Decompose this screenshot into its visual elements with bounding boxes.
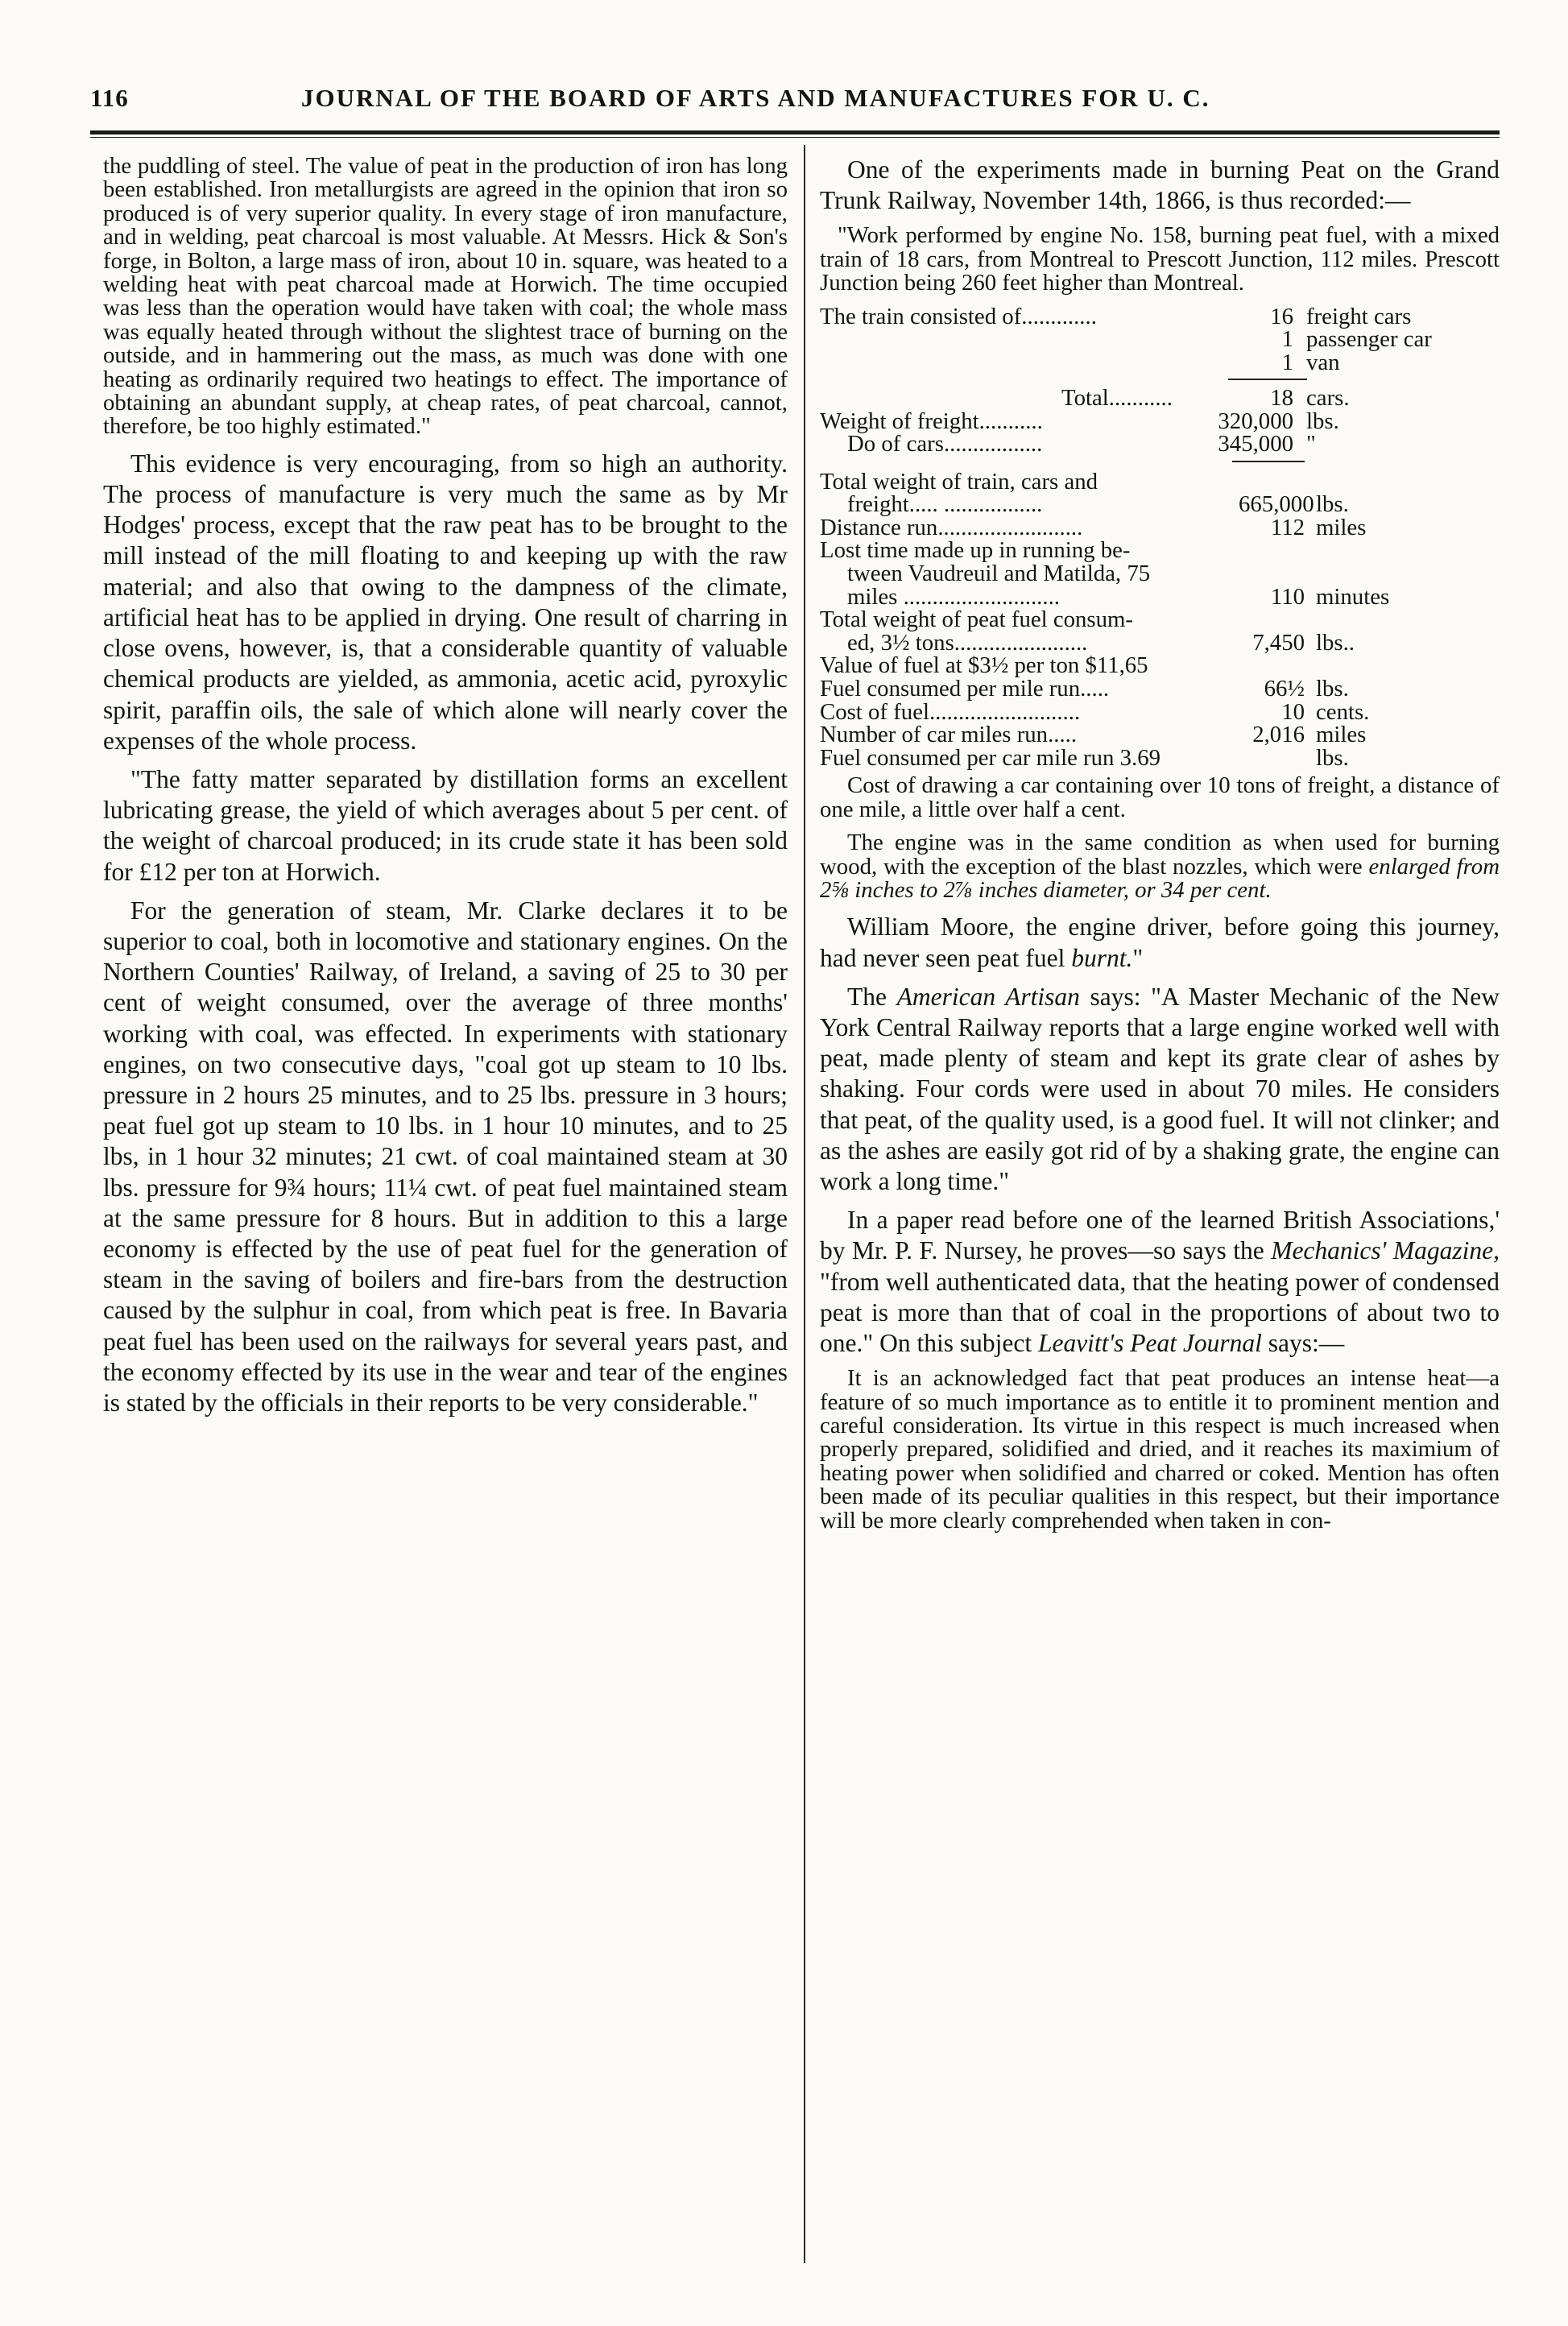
stat-unit: miles xyxy=(1316,722,1367,748)
stat-unit: lbs.. xyxy=(1316,629,1355,656)
stat-label: Number of car miles run..... xyxy=(820,722,1078,748)
stat-row xyxy=(820,677,1500,701)
weight-label: Do of cars................. xyxy=(847,431,1043,457)
weight-unit: lbs. xyxy=(1306,408,1339,434)
left-paragraph-4: For the generation of steam, Mr. Clarke declares it to be superior to coal, both in locomotive and stationary engines. On the Northern Counties' Railway, of Ireland, a saving of 25 to 30 per cent of weight consumed, over the average of three months' working with coal, was effected. In experiments with stationary engines, on two consecutive days, "coal got up steam to 10 lbs. pressure in 2 hours 25 minutes, and to 25 lbs. pressure in 3 hours; peat fuel got up steam to 10 lbs. in 1 hour 10 minutes, and to 25 lbs, in 1 hour 32 minutes; 21 cwt. of coal maintained steam at 30 lbs. pressure for 9¾ hours; 11¼ cwt. of peat fuel maintained steam at the same pressure for 8 hours. But in addition to this a large economy is effected by the use of peat fuel for the generation of steam in the saving of boilers and fire-bars from the destruction caused by the sulphur in coal, from which peat is free. In Bavaria peat fuel has been used on the railways for several years past, and the economy effected by its use in the wear and tear of the engines is stated by the officials in their reports to be very considerable." xyxy=(103,896,788,1417)
stat-label: tween Vaudreuil and Matilda, 75 xyxy=(847,561,1151,586)
p5-text: William Moore, the engine driver, before going this journey, had never seen peat fuel xyxy=(820,913,1500,972)
right-paragraph-1: One of the experiments made in burning Peat on the Grand Trunk Railway, November 14th, 1866, is thus recorded:— xyxy=(820,155,1500,215)
p7-text-a: In a paper read before one of the learned British Associations,' by Mr. P. F. Nursey, he proves—so says the xyxy=(820,1206,1500,1265)
p7-italic-b: Leavitt's Peat Journal xyxy=(1037,1329,1262,1358)
stat-label: Lost time made up in running be- xyxy=(820,537,1131,564)
stat-value: 110 xyxy=(1270,583,1305,610)
right-paragraph-8: It is an acknowledged fact that peat produces an intense heat—a feature of so much importance as to entitle it to prominent mention and careful consideration. Its virtue in this respect is much increased when properly prepared, solidified and dried, and it reaches its maximium of heating power when solidified and charred or coked. Mention has often been made of its peculiar qualities in this respect, but their importance will be more clearly comprehended when taken in con- xyxy=(820,1365,1500,1533)
stat-row xyxy=(820,654,1500,677)
stat-row xyxy=(820,631,1500,655)
header-rule-thick xyxy=(90,130,1500,135)
stat-label: Fuel consumed per mile run..... xyxy=(820,675,1110,702)
left-paragraph-1: the puddling of steel. The value of peat in the production of iron has long been established. Iron metallurgists are agreed in the opinion that iron so produced is of very superior quality. In every stage of iron manufacture, and in welding, peat charcoal is most valuable. At Messrs. Hick & Son's forge, in Bolton, a large mass of iron, about 10 in. square, was heated to a welding heat with peat charcoal made at Horwich. The time occupied was less than the operation would have taken with coal; the whole mass was equally heated through without the slightest trace of burning on the outside, and in hammering out the mass, as much was done with one heating as ordinarily required two heatings to effect. The importance of obtaining an abundant supply, at cheap rates, of peat charcoal, cannot, therefore, be too highly estimated." xyxy=(103,153,788,440)
stat-unit: lbs. xyxy=(1316,675,1349,702)
weight-value: 320,000 xyxy=(1218,408,1293,434)
train-composition xyxy=(820,305,1500,467)
stat-row xyxy=(820,493,1500,516)
train-count: 16 xyxy=(1270,303,1293,329)
stat-row xyxy=(820,539,1500,562)
stat-row xyxy=(820,516,1500,540)
weight-unit: " xyxy=(1306,431,1316,457)
stat-label: Value of fuel at $3½ per ton $11,65 xyxy=(820,652,1148,679)
left-paragraph-2: This evidence is very encouraging, from so high an authority. The process of manufacture is very much the same as by Mr Hodges' process, except that the raw peat has to be brought to the mill instead of the mill floating to and keeping up with the raw material; and also that owing to the dampness of the climate, artificial heat has to be applied in drying. One result of charring in close ovens, however, is, that a considerable quantity of valuable chemical products are yielded, as ammonia, acetic acid, pyroxylic spirit, paraffin oils, the sale of which alone will nearly cover the expenses of the whole process. xyxy=(103,449,788,755)
stat-value: 112 xyxy=(1270,514,1305,540)
stat-unit: miles xyxy=(1316,514,1367,540)
weight-row xyxy=(820,433,1500,456)
right-paragraph-4 xyxy=(820,831,1500,902)
right-paragraph-7 xyxy=(820,1205,1500,1359)
p5-italic: burnt. xyxy=(1071,943,1133,972)
stat-unit: lbs. xyxy=(1316,744,1349,771)
weight-value: 345,000 xyxy=(1218,431,1293,457)
page-header xyxy=(90,84,1491,124)
stat-label: Distance run......................... xyxy=(820,514,1083,540)
train-row xyxy=(820,305,1500,329)
stat-label: Total weight of peat fuel consum- xyxy=(820,606,1134,633)
train-unit: van xyxy=(1306,349,1340,375)
stat-value: 2,016 xyxy=(1252,722,1305,748)
stat-label: Total weight of train, cars and xyxy=(820,468,1098,495)
p4-italic: enlarged from 2⅝ inches to 2⅞ inches diameter, or 34 per cent. xyxy=(820,853,1500,903)
column-divider xyxy=(804,145,805,2263)
stat-unit: cents. xyxy=(1316,698,1370,725)
stat-value: 665,000 xyxy=(1239,491,1314,518)
stat-row xyxy=(820,723,1500,747)
page-number: 116 xyxy=(90,84,129,112)
p4-text: The engine was in the same condition as when used for burning wood, with the exception of the blast nozzles, which were xyxy=(820,830,1500,879)
right-paragraph-3: Cost of drawing a car containing over 10 tons of freight, a distance of one mile, a little over half a cent. xyxy=(820,772,1500,822)
stat-label: freight..... ................. xyxy=(847,491,1043,518)
run-statistics xyxy=(820,470,1500,770)
train-label: The train consisted of............. xyxy=(820,303,1097,329)
train-row xyxy=(820,328,1500,351)
stat-value: 10 xyxy=(1281,698,1305,725)
p6-italic: American Artisan xyxy=(896,982,1080,1011)
p7-text-b: "from well authenticated data, that the heating power of condensed peat is more than that of coal in the proportions of about two to one." On this subject xyxy=(820,1267,1500,1358)
stat-unit: lbs. xyxy=(1316,491,1349,518)
p6-text-b: says: "A Master Mechanic of the New York Central Railway reports that a large engine worked well with peat, made plenty of steam and kept its grate clear of ashes by shaking. Four cords were used in about 70 miles. He considers that peat, of the quality used, is a good fuel. It will not clinker; and as the ashes are easily got rid of by a shaking grate, the engine can work a long time." xyxy=(820,982,1500,1195)
stat-label: miles ........................... xyxy=(847,583,1060,610)
train-total-unit: cars. xyxy=(1306,385,1350,412)
train-count: 1 xyxy=(1281,326,1293,353)
p7-italic-a: Mechanics' Magazine, xyxy=(1271,1236,1500,1265)
stat-label: Fuel consumed per car mile run 3.69 xyxy=(820,744,1161,771)
left-paragraph-3: "The fatty matter separated by distillation forms an excellent lubricating grease, the yield of which averages about 5 per cent. of the weight of charcoal produced; in its crude state it has been sold for £12 per ton at Horwich. xyxy=(103,764,788,886)
train-total-count: 18 xyxy=(1270,385,1293,412)
train-count: 1 xyxy=(1281,349,1293,375)
stat-unit: minutes xyxy=(1316,583,1390,610)
stat-value: 7,450 xyxy=(1252,629,1305,656)
right-paragraph-6 xyxy=(820,982,1500,1197)
stat-value: 66½ xyxy=(1264,675,1305,702)
p7-text-c: says:— xyxy=(1261,1329,1345,1358)
stat-label: Cost of fuel.......................... xyxy=(820,698,1081,725)
stat-label: ed, 3½ tons....................... xyxy=(847,629,1088,656)
train-total-label: Total........... xyxy=(1061,385,1173,412)
right-column xyxy=(820,155,1500,1542)
p5-close: " xyxy=(1132,943,1144,972)
stat-row xyxy=(820,583,1500,610)
weight-label: Weight of freight........... xyxy=(820,408,1043,434)
stat-row xyxy=(820,470,1500,494)
stat-row xyxy=(820,562,1500,586)
stat-row xyxy=(820,698,1500,725)
p6-text-a: The xyxy=(847,982,897,1011)
stat-row xyxy=(820,608,1500,631)
header-rule-thin xyxy=(90,137,1500,138)
right-paragraph-5 xyxy=(820,912,1500,973)
weight-row xyxy=(820,410,1500,433)
stat-row xyxy=(820,744,1500,771)
train-unit: passenger car xyxy=(1306,326,1432,353)
right-paragraph-2: "Work performed by engine No. 158, burning peat fuel, with a mixed train of 18 cars, from Montreal to Prescott Junction, 112 miles. Prescott Junction being 260 feet higher than Montreal. xyxy=(820,222,1500,296)
left-column xyxy=(103,155,788,1426)
train-unit: freight cars xyxy=(1306,303,1412,329)
sum-rule xyxy=(820,456,1500,467)
running-title: JOURNAL OF THE BOARD OF ARTS AND MANUFACTURES FOR U. C. xyxy=(301,84,1210,112)
train-total-row xyxy=(820,387,1500,410)
train-row xyxy=(820,351,1500,375)
